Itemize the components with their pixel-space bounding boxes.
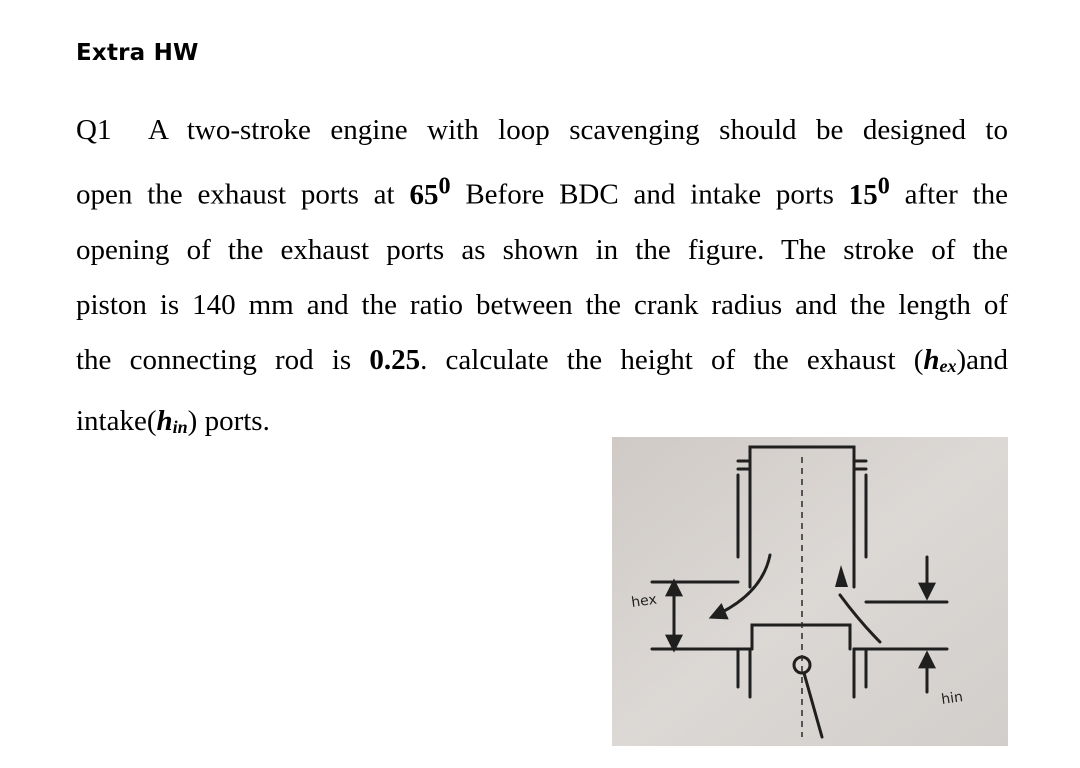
question-line-4: piston is 140 mm and the ratio between the crank radius and the length of <box>76 288 1008 321</box>
question-text <box>76 103 1008 455</box>
intake-angle: $15^0$ <box>848 172 890 211</box>
question-line-1: Q1 A two-stroke engine with loop scavenging should be designed to <box>76 103 1008 158</box>
intake-height-label: hin <box>940 689 964 708</box>
exhaust-angle: $65^0$ <box>409 172 451 211</box>
port-diagram <box>612 437 1008 746</box>
question-line-3: opening of the exhaust ports as shown in the figure. The stroke of the <box>76 233 1008 266</box>
exhaust-height-label: hex <box>630 591 658 611</box>
intake-height-symbol: $h_{in}$ <box>156 404 188 438</box>
question-line-5: the connecting rod is 0.25. calculate the height of the exhaust $(h_{ex})and$ <box>76 343 1008 376</box>
ratio-value: 0.25 <box>369 343 421 376</box>
engine-port-figure <box>612 437 1008 746</box>
exhaust-height-symbol: $h_{ex}$ <box>923 343 957 376</box>
question-line-2: open the exhaust ports at $65^0$ Before BDC and intake ports $15^0$ after the <box>76 172 1008 211</box>
page-heading: Extra HW <box>76 40 199 66</box>
question-number: Q1 <box>76 114 112 146</box>
question-line-6: $intake(h_{in})$ ports. <box>76 404 270 438</box>
